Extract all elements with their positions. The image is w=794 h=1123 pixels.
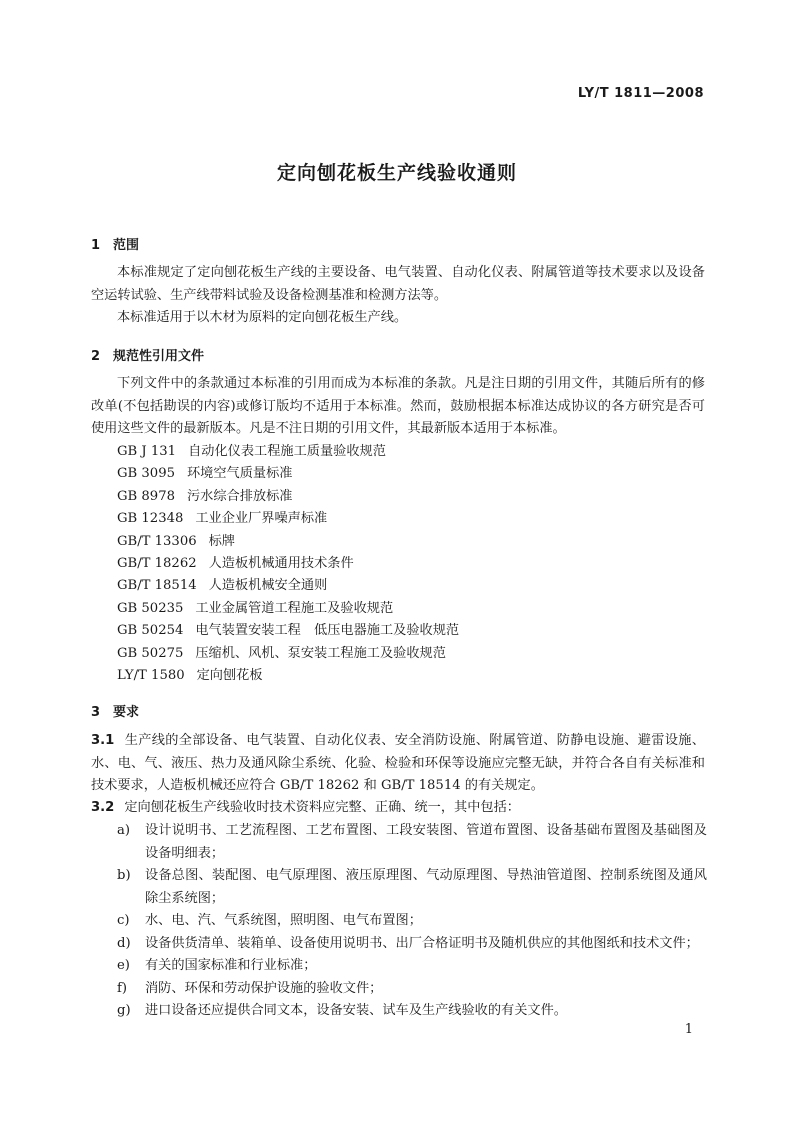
reference-title: 工业金属管道工程施工及验收规范 [195,600,394,616]
technical-documents-list [117,820,707,1023]
standard-number: LY/T 1811—2008 [577,86,704,101]
reference-item [117,441,459,463]
reference-code: GB 50235 [117,600,184,616]
reference-item [117,508,459,530]
list-item-text: 设备总图、装配图、电气原理图、液压原理图、气动原理图、导热油管道图、控制系统图及通风除尘系统图； [145,868,707,906]
list-item-text: 有关的国家标准和行业标准； [145,958,317,973]
reference-code: GB 50275 [117,645,184,661]
clause-text: 定向刨花板生产线验收时技术资料应完整、正确、统一，其中包括： [124,800,520,815]
reference-code: GB 8978 [117,488,175,504]
section-number: 2 [91,349,101,364]
reference-code: GB/T 18514 [117,578,197,594]
section-1-paragraph-1: 本标准规定了定向刨花板生产线的主要设备、电气装置、自动化仪表、附属管道等技术要求以及设备空运转试验、生产线带料试验及设备检测基准和检测方法等。 [91,265,705,303]
section-1-paragraph-2: 本标准适用于以木材为原料的定向刨花板生产线。 [117,310,408,325]
clause-number: 3.1 [91,733,115,748]
list-item-text: 设计说明书、工艺流程图、工艺布置图、工段安装图、管道布置图、设备基础布置图及基础图及设备明细表； [145,823,707,861]
list-marker: e) [117,958,130,973]
reference-item [117,486,459,508]
section-3-heading [91,701,139,720]
list-item-text: 设备供货清单、装箱单、设备使用说明书、出厂合格证明书及随机供应的其他图纸和技术文件； [145,935,699,951]
reference-item [117,531,459,553]
reference-item [117,463,459,485]
list-item [117,955,707,978]
section-number: 1 [91,238,101,253]
list-item [117,820,707,865]
reference-item [117,665,459,687]
list-marker: a) [117,823,131,838]
list-item-text: 消防、环保和劳动保护设施的验收文件； [145,980,383,996]
normative-references-list [117,441,459,687]
reference-code: GB/T 18262 [117,555,197,571]
reference-code: LY/T 1580 [117,667,185,683]
list-marker: g) [117,1003,131,1018]
reference-title: 电气装置安装工程 低压电器施工及验收规范 [195,623,460,639]
document-title: 定向刨花板生产线验收通则 [276,162,517,184]
list-item [117,1000,707,1023]
list-item [117,978,707,1001]
reference-code: GB 50254 [117,623,184,639]
section-title: 规范性引用文件 [113,349,205,364]
list-item-text: 进口设备还应提供合同文本，设备安装、试车及生产线验收的有关文件。 [145,1003,567,1018]
reference-code: GB 3095 [117,466,175,482]
reference-title: 定向刨花板 [196,667,263,683]
reference-code: GB J 131 [117,444,177,459]
reference-item [117,598,459,620]
reference-code: GB 12348 [117,511,184,527]
clause-3-2 [91,797,705,820]
reference-item [117,575,459,597]
section-2-intro: 下列文件中的条款通过本标准的引用而成为本标准的条款。凡是注日期的引用文件，其随后所有的修改单(不包括勘误的内容)或修订版均不适用于本标准。然而，鼓励根据本标准达成协议的各方研究是否可使用这些文件的最新版本。凡是不注日期的引用文件，其最新版本适用于本标准。 [91,376,705,436]
reference-title: 污水综合排放标准 [186,488,293,504]
page-number: 1 [684,1022,693,1037]
section-number: 3 [91,705,101,720]
list-marker: c) [117,913,130,928]
list-item [117,865,707,910]
clause-text: 生产线的全部设备、电气装置、自动化仪表、安全消防设施、附属管道、防静电设施、避雷设施、水、电、气、液压、热力及通风除尘系统、化验、检验和环保等设施应完整无缺，并符合各自有关标准和技术要求，人造板机械还应符合 GB/T 18262 和 GB/T 18514 的有关规定。 [91,733,705,793]
section-title: 范围 [113,238,140,253]
section-2-heading [91,345,204,364]
reference-item [117,643,459,665]
clause-3-1 [91,730,705,798]
list-item [117,910,707,933]
list-marker: f) [117,980,128,996]
reference-title: 压缩机、风机、泵安装工程施工及验收规范 [195,645,446,661]
reference-code: GB/T 13306 [117,533,197,549]
reference-title: 标牌 [208,533,235,549]
section-title: 要求 [113,705,140,720]
list-marker: d) [117,935,131,951]
reference-title: 环境空气质量标准 [186,466,293,482]
reference-item [117,620,459,642]
reference-title: 自动化仪表工程施工质量验收规范 [188,444,386,459]
section-1-heading [91,234,139,253]
clause-number: 3.2 [91,800,115,815]
reference-title: 人造板机械通用技术条件 [208,555,354,571]
reference-title: 人造板机械安全通则 [208,578,328,594]
reference-title: 工业企业厂界噪声标准 [195,511,328,527]
list-item [117,933,707,956]
reference-item [117,553,459,575]
list-item-text: 水、电、汽、气系统图，照明图、电气布置图； [145,913,422,928]
list-marker: b) [117,868,131,883]
